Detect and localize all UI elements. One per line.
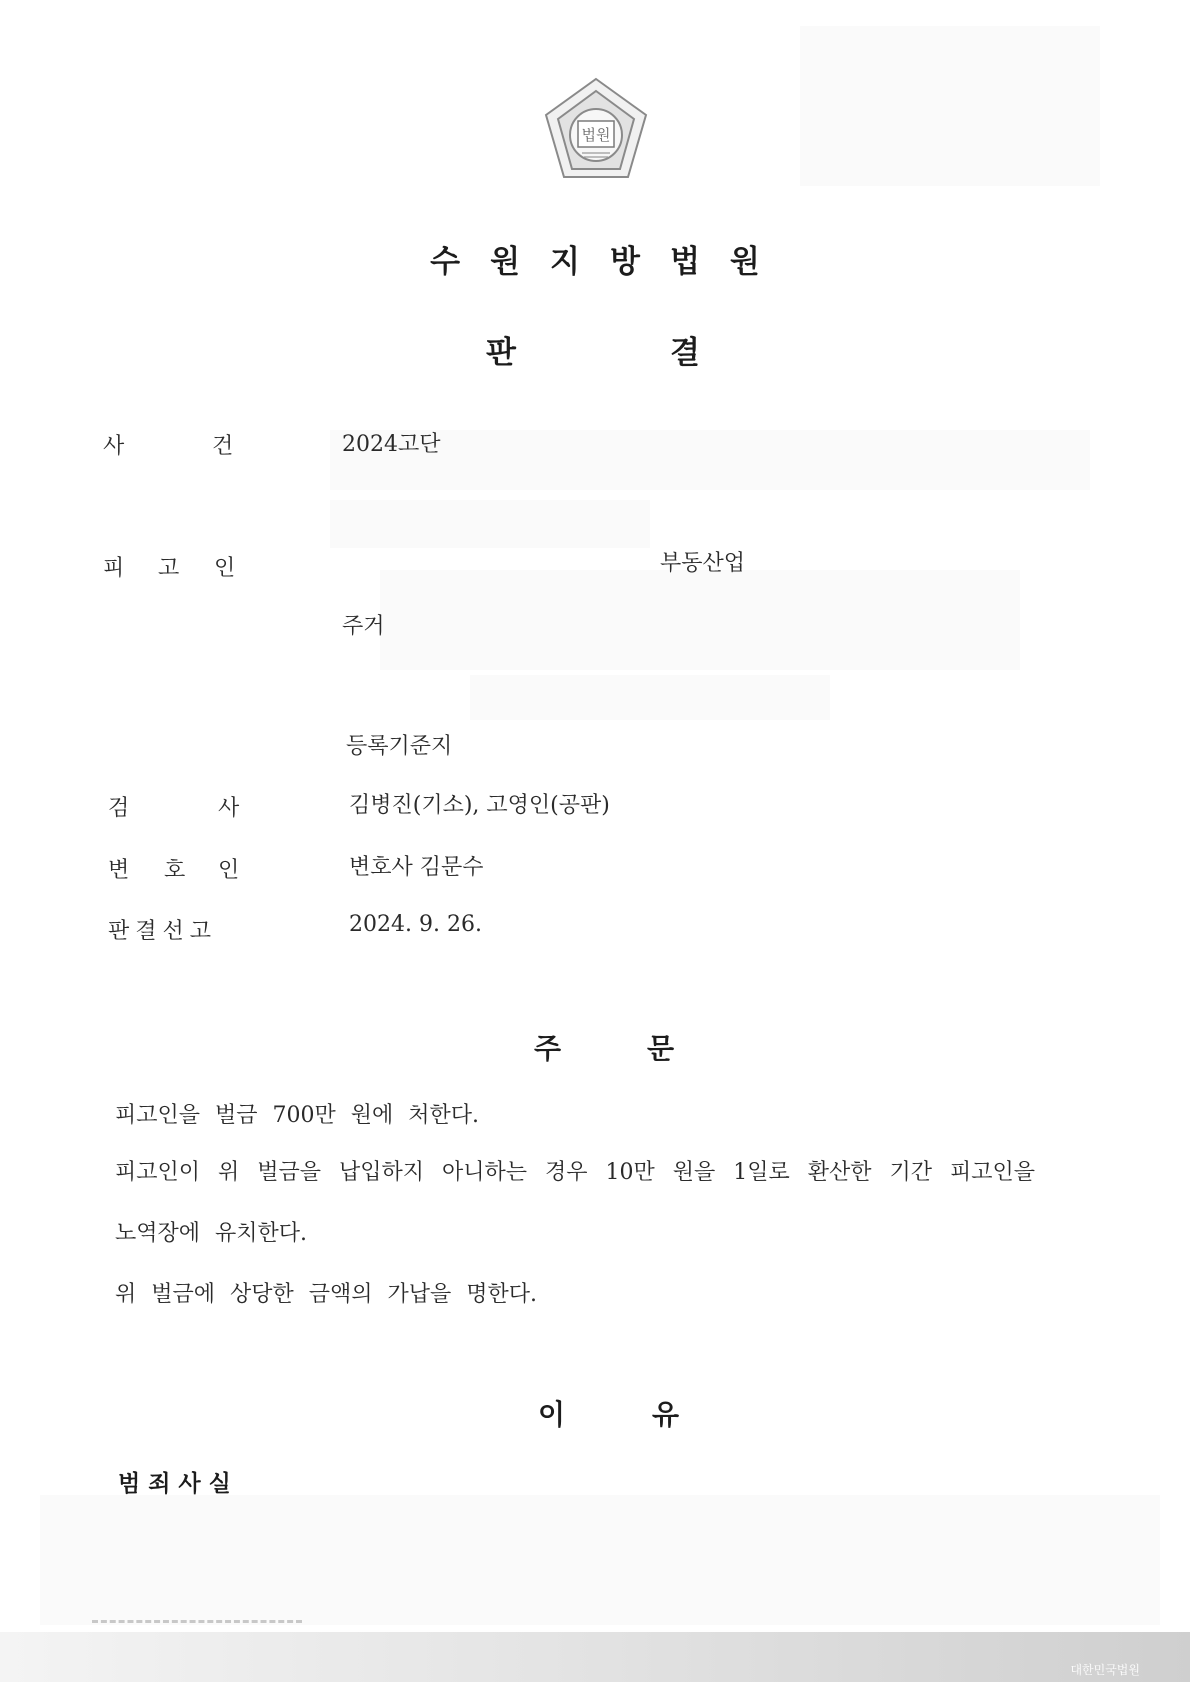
prosecutor-label: 검 사 xyxy=(108,796,240,821)
registry-label: 등록기준지 xyxy=(346,734,453,759)
redacted-area xyxy=(330,500,650,548)
order-line-4: 위 벌금에 상당한 금액의 가납을 명한다. xyxy=(115,1282,537,1307)
counsel-label: 변 호 인 xyxy=(108,858,240,883)
order-heading: 주 문 xyxy=(534,1032,675,1065)
document-type-right: 결 xyxy=(670,335,700,371)
case-label: 사 건 xyxy=(103,434,234,459)
verdict-date: 2024. 9. 26. xyxy=(349,912,482,937)
verdict-date-label: 판결선고 xyxy=(108,919,218,944)
case-number: 2024고단 xyxy=(342,432,441,457)
footer-source: 대한민국법원 xyxy=(1070,1663,1140,1677)
residence-label: 주거 xyxy=(342,614,385,639)
defendant-occupation: 부동산업 xyxy=(660,551,746,576)
order-line-1: 피고인을 벌금 700만 원에 처한다. xyxy=(115,1103,479,1128)
court-name: 수원지방법원 xyxy=(430,244,790,280)
counsel-name: 변호사 김문수 xyxy=(349,855,484,880)
redacted-area xyxy=(40,1495,1160,1625)
defendant-label: 피 고 인 xyxy=(103,556,236,581)
court-emblem-icon xyxy=(536,73,656,191)
reasons-heading: 이 유 xyxy=(538,1398,680,1431)
order-line-3: 노역장에 유치한다. xyxy=(115,1221,308,1246)
footer-band xyxy=(0,1632,1190,1682)
reasons-subheading: 범죄사실 xyxy=(118,1471,239,1497)
redacted-area xyxy=(470,675,830,720)
document-type-left: 판 xyxy=(486,335,516,371)
redacted-area xyxy=(330,430,1090,490)
document-code-strip xyxy=(92,1620,302,1627)
emblem-seal-text: 법원 xyxy=(581,126,611,144)
prosecutor-names: 김병진(기소), 고영인(공판) xyxy=(349,793,610,818)
redacted-area xyxy=(380,570,1020,670)
redacted-area xyxy=(800,26,1100,186)
order-line-2: 피고인이 위 벌금을 납입하지 아니하는 경우 10만 원을 1일로 환산한 기간 피고인을 xyxy=(115,1160,1035,1185)
